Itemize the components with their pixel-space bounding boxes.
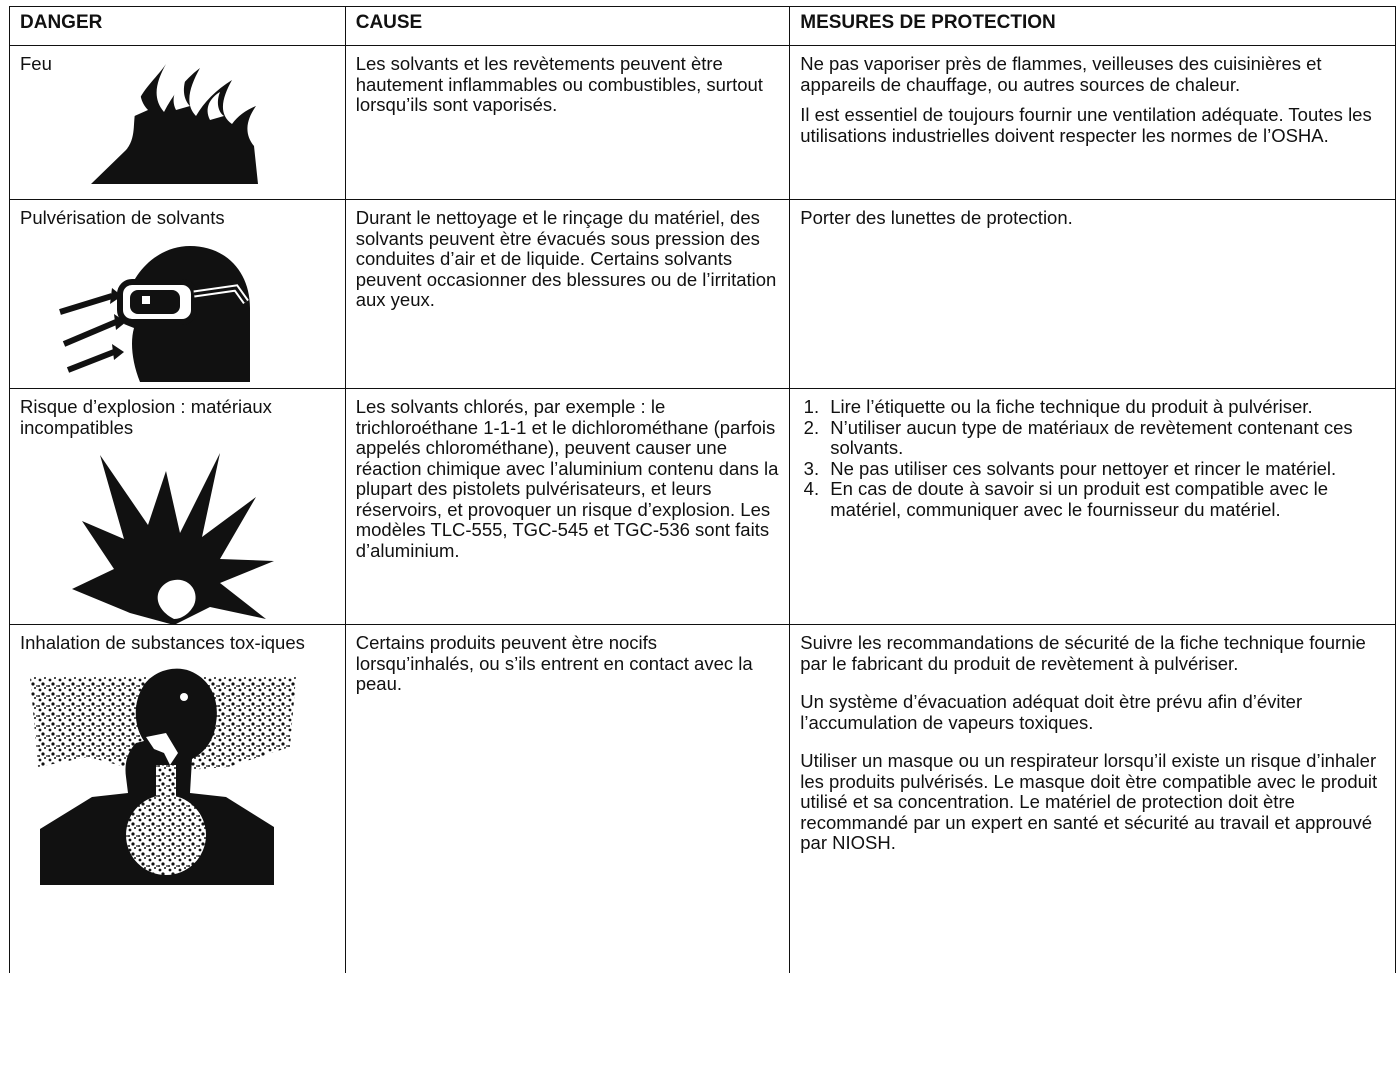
danger-label: Pulvérisation de solvants (20, 207, 225, 228)
danger-cell (10, 200, 346, 389)
cause-cell (345, 200, 790, 389)
measure-text: Suivre les recommandations de sécurité de la fiche technique fournie par le fabricant du produit de revètement à pulvériser. (800, 632, 1366, 674)
cause-cell (345, 625, 790, 974)
header-measures: MESURES DE PROTECTION (790, 7, 1396, 46)
measures-cell (790, 46, 1396, 200)
table-row (10, 200, 1396, 389)
header-cause: CAUSE (345, 7, 790, 46)
measure-text: Il est essentiel de toujours fournir une ventilation adéquate. Toutes les utilisations industrielles doivent respecter les normes de l’OSHA. (800, 104, 1372, 146)
cause-text: Certains produits peuvent ètre nocifs lorsqu’inhalés, ou s’ils entrent en contact avec la peau. (355, 632, 753, 694)
cause-text: Durant le nettoyage et le rinçage du matériel, des solvants peuvent ètre évacués sous pression des conduites d’air et de liquide. Certains solvants peuvent occasionner des blessures ou de l’irritation aux yeux. (355, 207, 777, 310)
measure-text: Porter des lunettes de protection. (800, 207, 1073, 228)
explosion-icon (70, 449, 280, 629)
measures-cell (790, 389, 1396, 625)
measure-text: Ne pas vaporiser près de flammes, veilleuses des cuisinières et appareils de chauffage, ou autres sources de chaleur. (800, 53, 1322, 95)
table-row (10, 46, 1396, 200)
table-row (10, 625, 1396, 974)
list-item: 3. Ne pas utiliser ces solvants pour nettoyer et rincer le matériel. (824, 459, 1385, 480)
toxic-inhalation-icon (28, 657, 298, 887)
safety-goggles-icon (50, 232, 260, 392)
fire-icon (86, 58, 266, 188)
cause-text: Les solvants et les revètements peuvent ètre hautement inflammables ou combustibles, surtout lorsqu’ils sont vaporisés. (355, 53, 763, 115)
list-item: 4. En cas de doute à savoir si un produit est compatible avec le matériel, communiquer avec le fournisseur du matériel. (824, 479, 1385, 520)
measures-cell (790, 625, 1396, 974)
danger-cell (10, 389, 346, 625)
header-danger: DANGER (10, 7, 346, 46)
danger-label: Inhalation de substances tox-iques (20, 632, 305, 653)
measure-text: Utiliser un masque ou un respirateur lorsqu’il existe un risque d’inhaler les produits pulvérisés. Le masque doit ètre compatible avec le produit utilisé et sa concentration. Le matériel de protection doit ètre recommandé par un expert en santé et sécurité au travail et approuvé par NIOSH. (800, 750, 1378, 853)
measures-list (800, 397, 1385, 520)
danger-label: Risque d’explosion : matériaux incompatibles (20, 396, 272, 438)
danger-cell (10, 625, 346, 974)
safety-table (9, 6, 1396, 973)
table-row (10, 389, 1396, 625)
measures-cell (790, 200, 1396, 389)
cause-cell (345, 389, 790, 625)
list-item: 1. Lire l’étiquette ou la fiche technique du produit à pulvériser. (824, 397, 1385, 418)
danger-cell (10, 46, 346, 200)
measure-text: Un système d’évacuation adéquat doit ètre prévu afin d’éviter l’accumulation de vapeurs toxiques. (800, 691, 1303, 733)
cause-cell (345, 46, 790, 200)
cause-text: Les solvants chlorés, par exemple : le trichloroéthane 1-1-1 et le dichlorométhane (parfois appelés chlorométhane), peuvent causer une réaction chimique avec l’aluminium contenu dans la plupart des pistolets pulvérisateurs, et leurs réservoirs, et provoquer un risque d’explosion. Les modèles TLC-555, TGC-545 et TGC-536 sont faits d’aluminium. (355, 396, 779, 561)
list-item: 2. N’utiliser aucun type de matériaux de revètement contenant ces solvants. (824, 418, 1385, 459)
table-header-row (10, 7, 1396, 46)
danger-label: Feu (20, 53, 52, 74)
